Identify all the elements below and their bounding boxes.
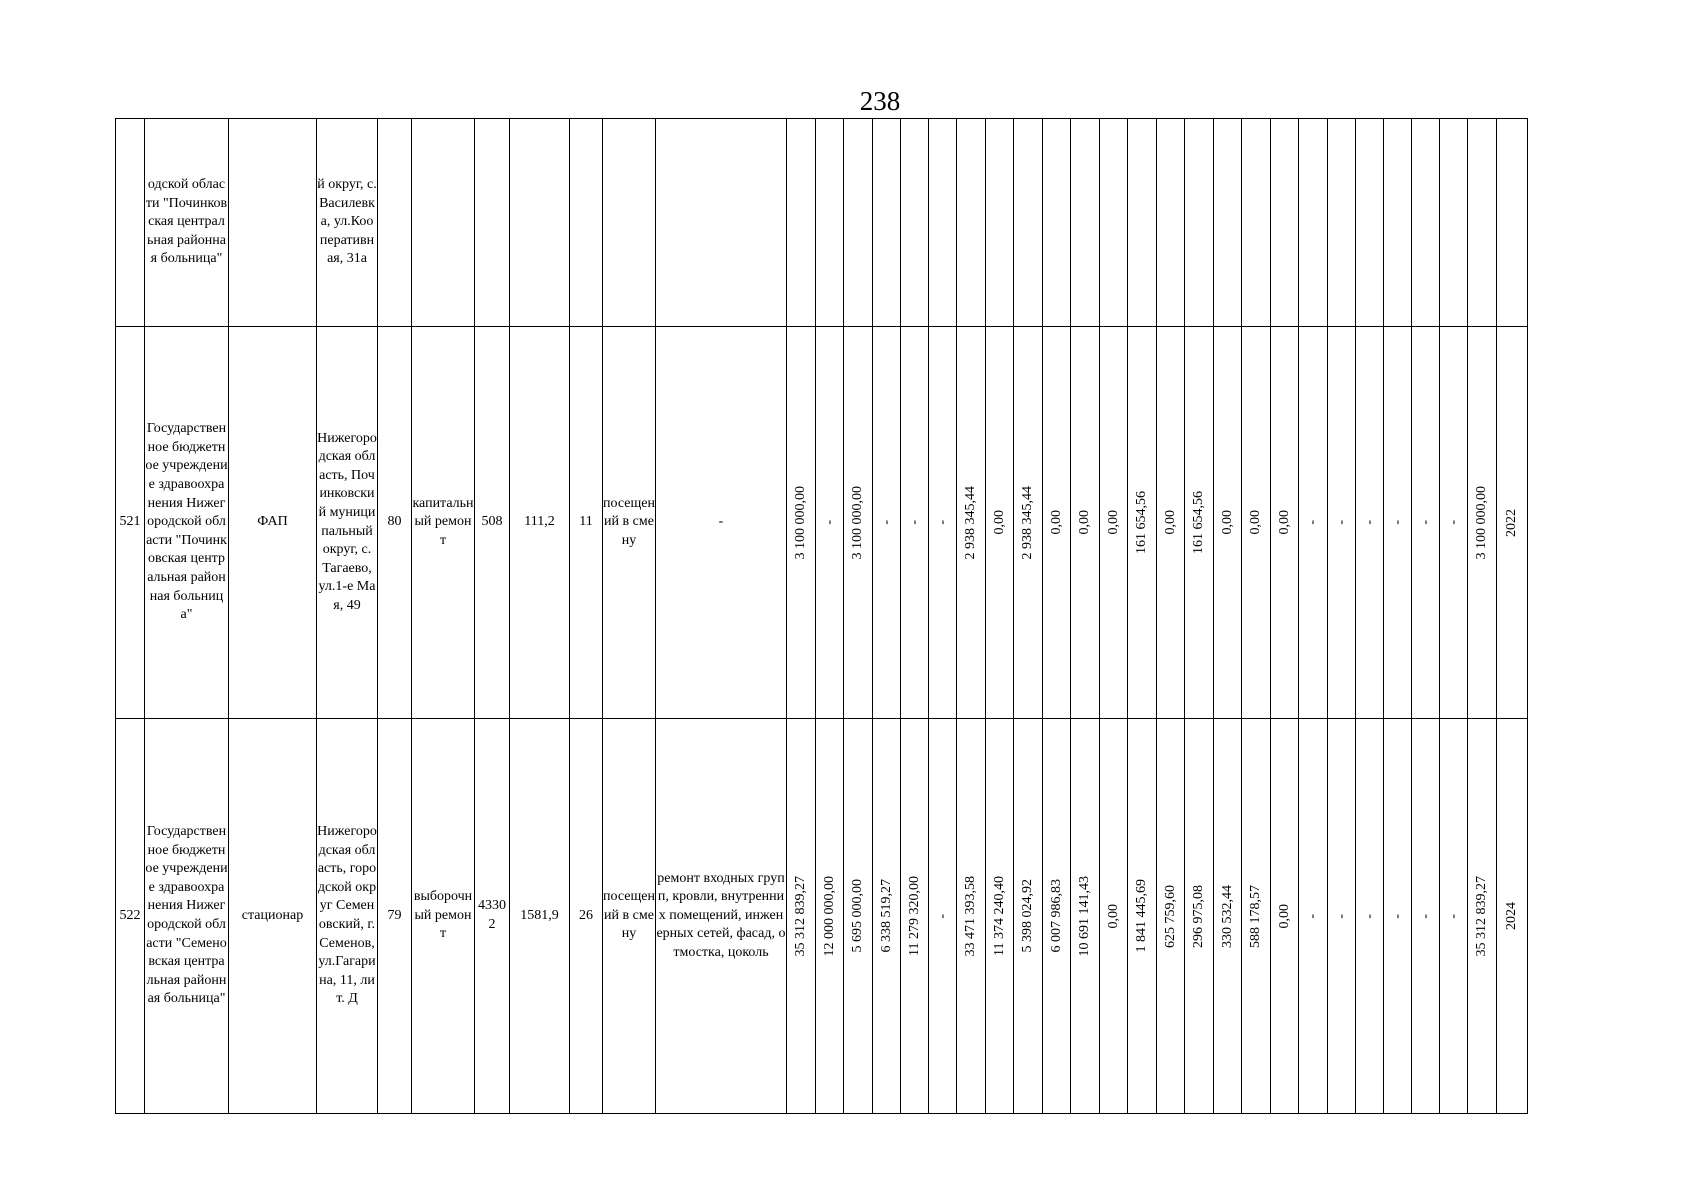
amount-cell: [1071, 327, 1100, 719]
amount-value: -: [1445, 913, 1461, 919]
address-cell: [317, 719, 378, 1114]
amount-cell: [1468, 119, 1497, 327]
amount-cell: [1214, 119, 1242, 327]
amount-cell: [1440, 719, 1468, 1114]
facility-type-cell: [229, 719, 317, 1114]
table-row: [116, 327, 1528, 719]
capacity-unit-cell-text: посещений в смену: [603, 889, 655, 942]
amount-cell: [1014, 327, 1043, 719]
amount-cell: [1497, 719, 1528, 1114]
amount-cell: [1412, 327, 1440, 719]
amount-cell: [1157, 119, 1185, 327]
row-number-cell-text: 522: [119, 907, 141, 923]
amount-cell: [1328, 119, 1356, 327]
amount-cell: [1328, 327, 1356, 719]
amount-value: -: [934, 520, 950, 525]
amount-cell: [1128, 327, 1157, 719]
code-cell: [475, 719, 510, 1114]
amount-value: 330 532,44: [1219, 884, 1235, 948]
amount-value: 6 007 986,83: [1048, 879, 1064, 953]
amount-cell: [1014, 119, 1043, 327]
amount-value: -: [1333, 913, 1349, 919]
amount-value: -: [1305, 520, 1320, 525]
address-cell-text: й округ, с. Василевка, ул.Кооперативная, 31а: [317, 177, 377, 267]
institution-cell: [145, 119, 229, 327]
area-cell: [510, 327, 570, 719]
institution-cell: [145, 719, 229, 1114]
page-number: 238: [859, 86, 901, 116]
amount-cell: [873, 327, 901, 719]
code-cell-text: 43302: [478, 898, 506, 932]
work-type-cell: [412, 327, 475, 719]
amount-value: 0,00: [1162, 510, 1178, 535]
amount-cell: [844, 327, 873, 719]
code-cell: [475, 327, 510, 719]
amount-cell: [873, 719, 901, 1114]
amount-value: 0,00: [991, 510, 1007, 535]
facility-type-cell-text: ФАП: [257, 514, 288, 530]
table-row: [116, 719, 1528, 1114]
row-number-cell-text: 521: [119, 514, 141, 530]
amount-value: 0,00: [1219, 510, 1235, 535]
amount-cell: [1356, 719, 1384, 1114]
amount-value: 11 279 320,00: [906, 876, 922, 956]
code-cell: [378, 119, 412, 327]
amount-cell: [1185, 327, 1214, 719]
amount-cell: [957, 327, 986, 719]
amount-cell: [1100, 719, 1128, 1114]
work-type-cell-text: капитальный ремонт: [412, 495, 474, 548]
amount-value: 1 841 445,69: [1134, 879, 1149, 953]
amount-value: 2 938 345,44: [963, 485, 978, 560]
amount-value: 2022: [1504, 508, 1519, 537]
amount-value: -: [1361, 520, 1377, 525]
description-cell-text: ремонт входных групп, кровли, внутренних помещений, инженерных сетей, фасад, отмостка, цоколь: [656, 870, 786, 960]
amount-cell: [1356, 327, 1384, 719]
amount-value: -: [1333, 520, 1349, 525]
description-cell: [656, 719, 787, 1114]
amount-value: -: [878, 520, 894, 525]
amount-cell: [816, 719, 844, 1114]
amount-cell: [1185, 119, 1214, 327]
facility-type-cell-text: стационар: [241, 907, 304, 923]
area-cell: [510, 719, 570, 1114]
amount-value: 0,00: [1276, 510, 1292, 535]
amount-cell: [1468, 327, 1497, 719]
amount-cell: [1299, 327, 1328, 719]
amount-value: -: [1417, 520, 1433, 525]
address-cell-text: Нижегородская область, городской округ Семеновский, г. Семенов, ул.Гагарина, 11, лит. Д: [317, 824, 377, 1007]
address-cell: [317, 119, 378, 327]
institution-cell-text: одской области "Починковская центральная районная больница": [145, 177, 228, 267]
amount-value: 11 374 240,40: [991, 876, 1007, 956]
amount-cell: [1412, 119, 1440, 327]
amount-cell: [986, 119, 1014, 327]
work-type-cell: [412, 719, 475, 1114]
amount-value: 10 691 141,43: [1077, 875, 1092, 957]
institution-cell-text: Государственное бюджетное учреждение здравоохранения Нижегородской области "Починковская центральная районная больница": [145, 421, 228, 623]
area-cell-text: 1581,9: [520, 907, 559, 923]
amount-value: 3 100 000,00: [850, 485, 865, 560]
amount-cell: [1100, 119, 1128, 327]
amount-value: -: [1417, 913, 1433, 919]
row-number-cell: [116, 327, 145, 719]
amount-cell: [901, 327, 929, 719]
amount-cell: [901, 119, 929, 327]
amount-cell: [1043, 119, 1071, 327]
facility-type-cell: [229, 119, 317, 327]
amount-cell: [816, 119, 844, 327]
amount-cell: [1242, 327, 1271, 719]
amount-value: 0,00: [1105, 510, 1121, 535]
amount-value: 2024: [1504, 902, 1519, 930]
amount-cell: [1128, 719, 1157, 1114]
amount-value: -: [1445, 520, 1461, 525]
amount-cell: [1128, 119, 1157, 327]
amount-cell: [929, 327, 957, 719]
capacity-value-cell: [570, 719, 603, 1114]
amount-cell: [787, 119, 816, 327]
institution-cell-text: Государственное бюджетное учреждение здравоохранения Нижегородской области "Семеновская центральная районная больница": [145, 824, 228, 1007]
amount-cell: [1412, 719, 1440, 1114]
code-cell-text: 79: [387, 907, 402, 923]
amount-cell: [1242, 719, 1271, 1114]
code-cell-text: 80: [387, 514, 402, 530]
amount-cell: [1242, 119, 1271, 327]
amount-cell: [1214, 327, 1242, 719]
amount-value: -: [1305, 913, 1320, 919]
amount-cell: [957, 119, 986, 327]
amount-cell: [1157, 327, 1185, 719]
amount-cell: [929, 719, 957, 1114]
amount-value: 33 471 393,58: [963, 875, 978, 957]
capacity-value-cell-text: 26: [579, 907, 593, 923]
amount-value: 12 000 000,00: [821, 875, 837, 957]
amount-value: 35 312 839,27: [1474, 875, 1489, 957]
area-cell: [510, 119, 570, 327]
amount-cell: [1271, 119, 1299, 327]
amount-cell: [1384, 119, 1412, 327]
facility-type-cell: [229, 327, 317, 719]
amount-cell: [1271, 327, 1299, 719]
amount-cell: [957, 719, 986, 1114]
table-row: [116, 119, 1528, 327]
amount-cell: [844, 719, 873, 1114]
amount-cell: [1440, 119, 1468, 327]
amount-cell: [1299, 719, 1328, 1114]
row-number-cell: [116, 119, 145, 327]
work-type-cell-text: выборочный ремонт: [413, 889, 473, 942]
amount-value: 0,00: [1048, 510, 1064, 535]
capacity-unit-cell: [603, 327, 656, 719]
amount-cell: [873, 119, 901, 327]
amount-value: -: [906, 520, 922, 525]
amount-cell: [1384, 327, 1412, 719]
amount-cell: [787, 719, 816, 1114]
capacity-value-cell: [570, 119, 603, 327]
institution-cell: [145, 327, 229, 719]
amount-cell: [986, 719, 1014, 1114]
amount-value: -: [821, 520, 837, 525]
amount-cell: [1384, 719, 1412, 1114]
amount-cell: [1468, 719, 1497, 1114]
area-cell-text: 111,2: [524, 514, 555, 530]
amount-cell: [1157, 719, 1185, 1114]
amount-cell: [1356, 119, 1384, 327]
work-type-cell: [412, 119, 475, 327]
amount-cell: [1071, 719, 1100, 1114]
data-table: [115, 118, 1528, 1114]
capacity-unit-cell: [603, 719, 656, 1114]
amount-cell: [787, 327, 816, 719]
capacity-unit-cell-text: посещений в смену: [603, 495, 655, 548]
amount-value: 161 654,56: [1134, 491, 1149, 554]
code-cell: [475, 119, 510, 327]
amount-value: 3 100 000,00: [793, 485, 808, 560]
amount-cell: [901, 719, 929, 1114]
amount-value: 0,00: [1248, 510, 1263, 535]
amount-value: 3 100 000,00: [1474, 485, 1489, 560]
description-cell: [656, 119, 787, 327]
amount-cell: [1440, 327, 1468, 719]
amount-cell: [1043, 719, 1071, 1114]
amount-value: 625 759,60: [1162, 884, 1178, 948]
amount-cell: [1100, 327, 1128, 719]
amount-value: 5 695 000,00: [850, 879, 865, 953]
amount-value: 588 178,57: [1248, 884, 1263, 948]
amount-cell: [929, 119, 957, 327]
amount-value: -: [934, 913, 950, 919]
description-cell-text: -: [718, 514, 724, 530]
amount-cell: [1214, 719, 1242, 1114]
address-cell-text: Нижегородская область, Починковский муниципальный округ, с. Тагаево, ул.1-е Мая, 49: [317, 430, 377, 613]
capacity-value-cell-text: 11: [579, 514, 593, 530]
amount-cell: [1497, 327, 1528, 719]
amount-cell: [1014, 719, 1043, 1114]
amount-cell: [1497, 119, 1528, 327]
row-number-cell: [116, 719, 145, 1114]
amount-cell: [1071, 119, 1100, 327]
address-cell: [317, 327, 378, 719]
amount-cell: [986, 327, 1014, 719]
capacity-unit-cell: [603, 119, 656, 327]
description-cell: [656, 327, 787, 719]
amount-cell: [1328, 719, 1356, 1114]
amount-value: 0,00: [1105, 903, 1121, 929]
amount-value: 6 338 519,27: [878, 879, 894, 953]
capacity-value-cell: [570, 327, 603, 719]
amount-cell: [1271, 719, 1299, 1114]
amount-value: 0,00: [1077, 510, 1092, 535]
amount-value: -: [1361, 913, 1377, 919]
amount-cell: [844, 119, 873, 327]
amount-value: 0,00: [1276, 903, 1292, 929]
code-cell: [378, 327, 412, 719]
amount-value: -: [1389, 520, 1405, 525]
amount-value: 161 654,56: [1191, 491, 1206, 554]
amount-value: -: [1389, 913, 1405, 919]
amount-value: 35 312 839,27: [793, 875, 808, 957]
amount-cell: [1299, 119, 1328, 327]
amount-value: 2 938 345,44: [1020, 485, 1035, 560]
amount-value: 296 975,08: [1191, 884, 1206, 948]
amount-cell: [1185, 719, 1214, 1114]
code-cell: [378, 719, 412, 1114]
code-cell-text: 508: [481, 514, 503, 530]
amount-cell: [816, 327, 844, 719]
amount-value: 5 398 024,92: [1020, 879, 1035, 953]
amount-cell: [1043, 327, 1071, 719]
